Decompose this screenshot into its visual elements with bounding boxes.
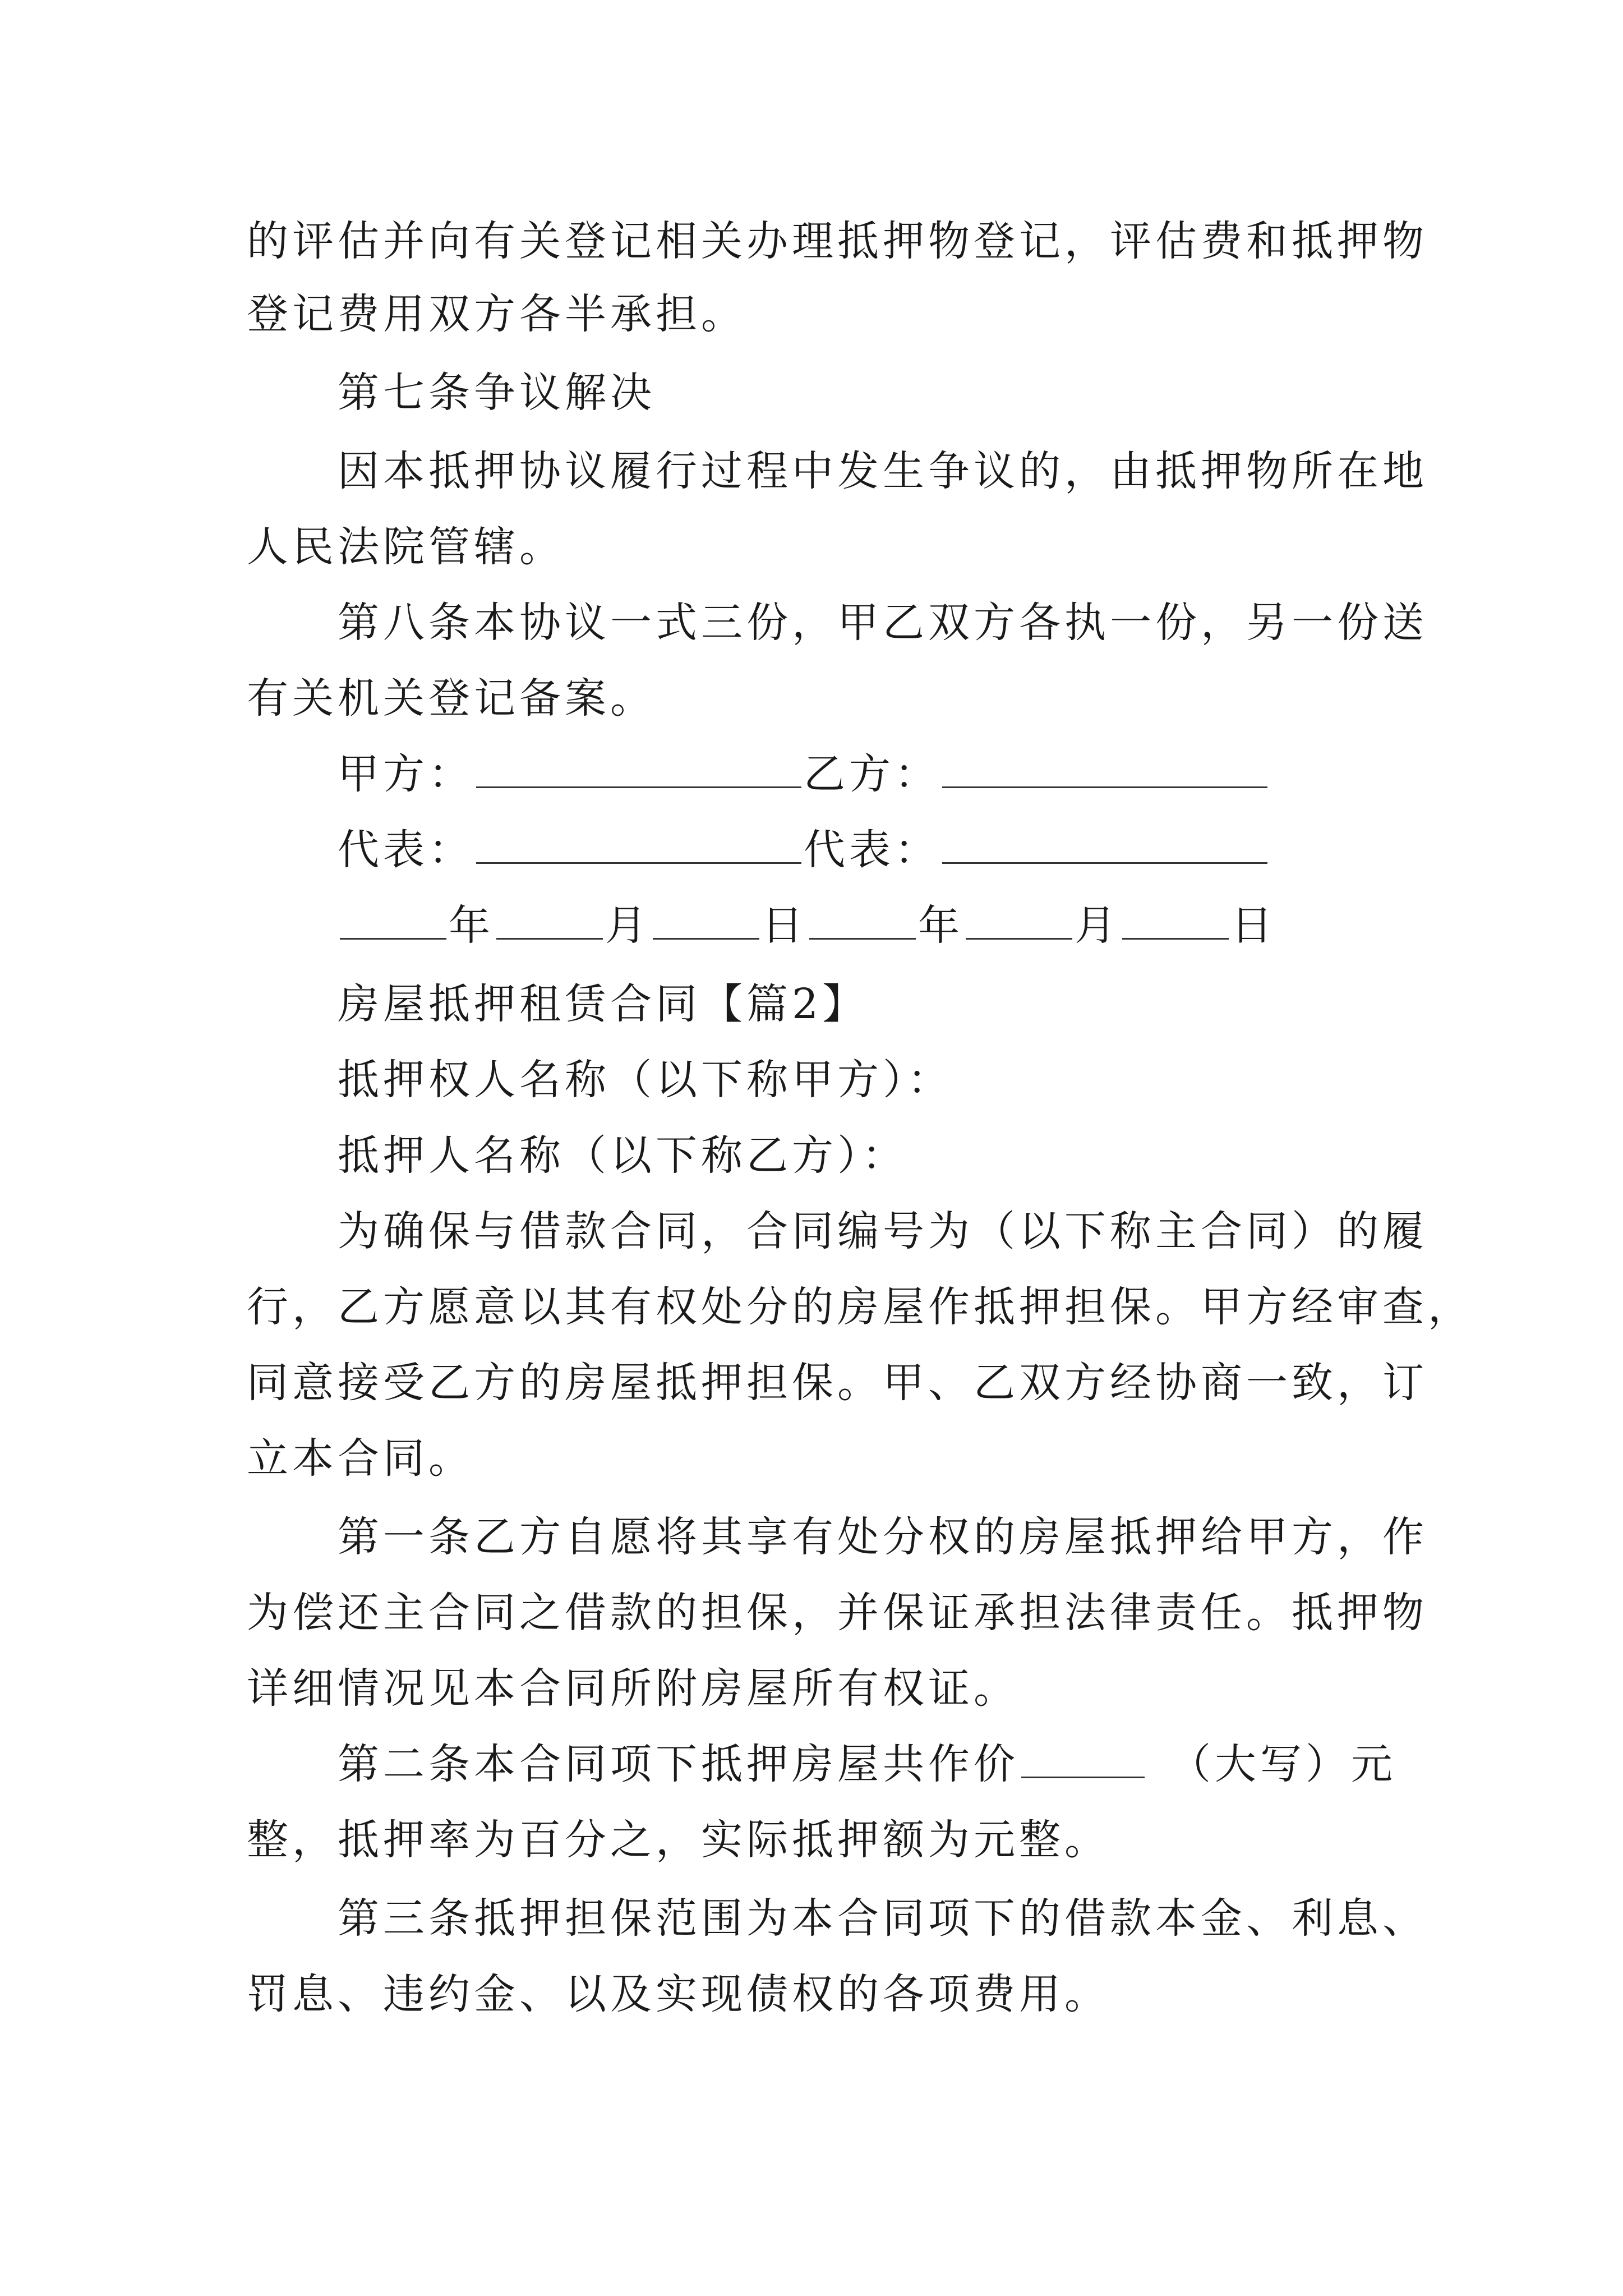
- text-line: 整，抵押率为百分之，实际抵押额为元整。: [247, 1816, 1110, 1864]
- rep-b-label: 代表：: [804, 826, 940, 874]
- text-line: 罚息、违约金、以及实现债权的各项费用。: [247, 1970, 1110, 2018]
- text-line: 详细情况见本合同所附房屋所有权证。: [247, 1664, 1019, 1713]
- month-a-blank: [496, 902, 603, 940]
- signature-party-row: [338, 746, 1511, 802]
- text-line: 的评估并向有关登记相关办理抵押物登记，评估费和抵押物: [247, 217, 1428, 265]
- year-b-label: 年: [918, 901, 963, 950]
- rep-a-blank: [476, 826, 801, 864]
- text-line: 为偿还主合同之借款的担保，并保证承担法律责任。抵押物: [247, 1589, 1428, 1637]
- text-line: 登记费用双方各半承担。: [247, 290, 746, 338]
- price-blank: [1021, 1741, 1145, 1778]
- month-a-label: 月: [605, 901, 651, 950]
- text-line: 第一条乙方自愿将其享有处分权的房屋抵押给甲方，作: [338, 1513, 1428, 1561]
- year-b-blank: [809, 902, 916, 940]
- text-line: 因本抵押协议履行过程中发生争议的，由抵押物所在地: [338, 447, 1428, 495]
- day-a-label: 日: [762, 901, 807, 950]
- party-b-blank: [942, 751, 1267, 788]
- text-line: 同意接受乙方的房屋抵押担保。甲、乙双方经协商一致，订: [247, 1359, 1428, 1407]
- price-line: [338, 1736, 1511, 1792]
- day-b-label: 日: [1231, 901, 1276, 950]
- signature-date-row: [338, 898, 1511, 954]
- document-section-title: 房屋抵押租赁合同【篇2】: [338, 980, 868, 1028]
- day-a-blank: [653, 902, 759, 940]
- rep-a-label: 代表：: [338, 826, 474, 874]
- price-line-suffix: （大写）元: [1169, 1740, 1396, 1788]
- text-line: 抵押权人名称（以下称甲方）：: [338, 1056, 953, 1104]
- signature-rep-row: [338, 822, 1511, 878]
- day-b-blank: [1122, 902, 1229, 940]
- year-a-blank: [340, 902, 446, 940]
- party-a-label: 甲方：: [338, 750, 474, 798]
- text-line: 第三条抵押担保范围为本合同项下的借款本金、利息、: [338, 1894, 1428, 1943]
- section-heading: 第七条争议解决: [338, 369, 656, 417]
- month-b-label: 月: [1075, 901, 1120, 950]
- text-line: 为确保与借款合同，合同编号为（以下称主合同）的履: [338, 1207, 1428, 1255]
- price-line-text: 第二条本合同项下抵押房屋共作价: [338, 1740, 1019, 1788]
- text-line: 抵押人名称（以下称乙方）：: [338, 1131, 907, 1180]
- text-line: 第八条本协议一式三份，甲乙双方各执一份，另一份送: [338, 599, 1428, 647]
- party-a-blank: [476, 751, 801, 788]
- text-line: 人民法院管辖。: [247, 523, 565, 571]
- party-b-label: 乙方：: [804, 750, 940, 798]
- text-line: 行，乙方愿意以其有权处分的房屋作抵押担保。甲方经审查，: [247, 1283, 1473, 1331]
- month-b-blank: [966, 902, 1072, 940]
- rep-b-blank: [942, 826, 1267, 864]
- year-a-label: 年: [449, 901, 494, 950]
- text-line: 立本合同。: [247, 1434, 474, 1483]
- text-line: 有关机关登记备案。: [247, 674, 656, 723]
